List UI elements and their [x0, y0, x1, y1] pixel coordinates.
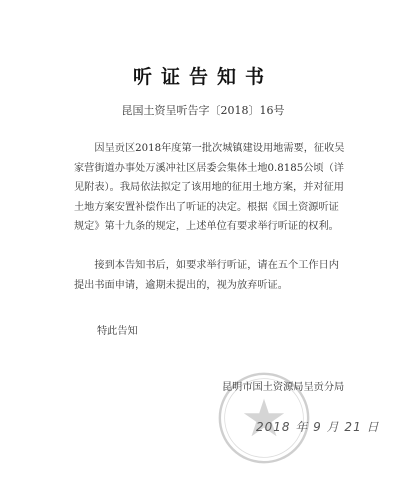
issue-date: 2018 年 9 月 21 日 [256, 420, 380, 434]
body-paragraph-2: 接到本告知书后，如要求举行听证，请在五个工作日内提出书面申请，逾期未提出的，视为放弃听证。 [74, 260, 339, 291]
document-title: 听证告知书 [132, 66, 273, 88]
issuer-name: 昆明市国土资源局呈贡分局 [222, 382, 345, 393]
body-paragraph-1: 因呈贡区2018年度第一批次城镇建设用地需要，征收吴家营街道办事处万溪冲社区居委会集体土地0.8185公顷（详见附表）。我局依法拟定了该用地的征用土地方案，并对征用土地方案安置补偿作出了听证的决定。根据《国土资源听证规定》第十九条的规定，上述单位有要求举行听证的权利。 [74, 143, 345, 232]
document-number: 昆国土资呈听告字〔2018〕16号 [121, 104, 285, 117]
closing-text: 特此告知 [97, 326, 138, 337]
